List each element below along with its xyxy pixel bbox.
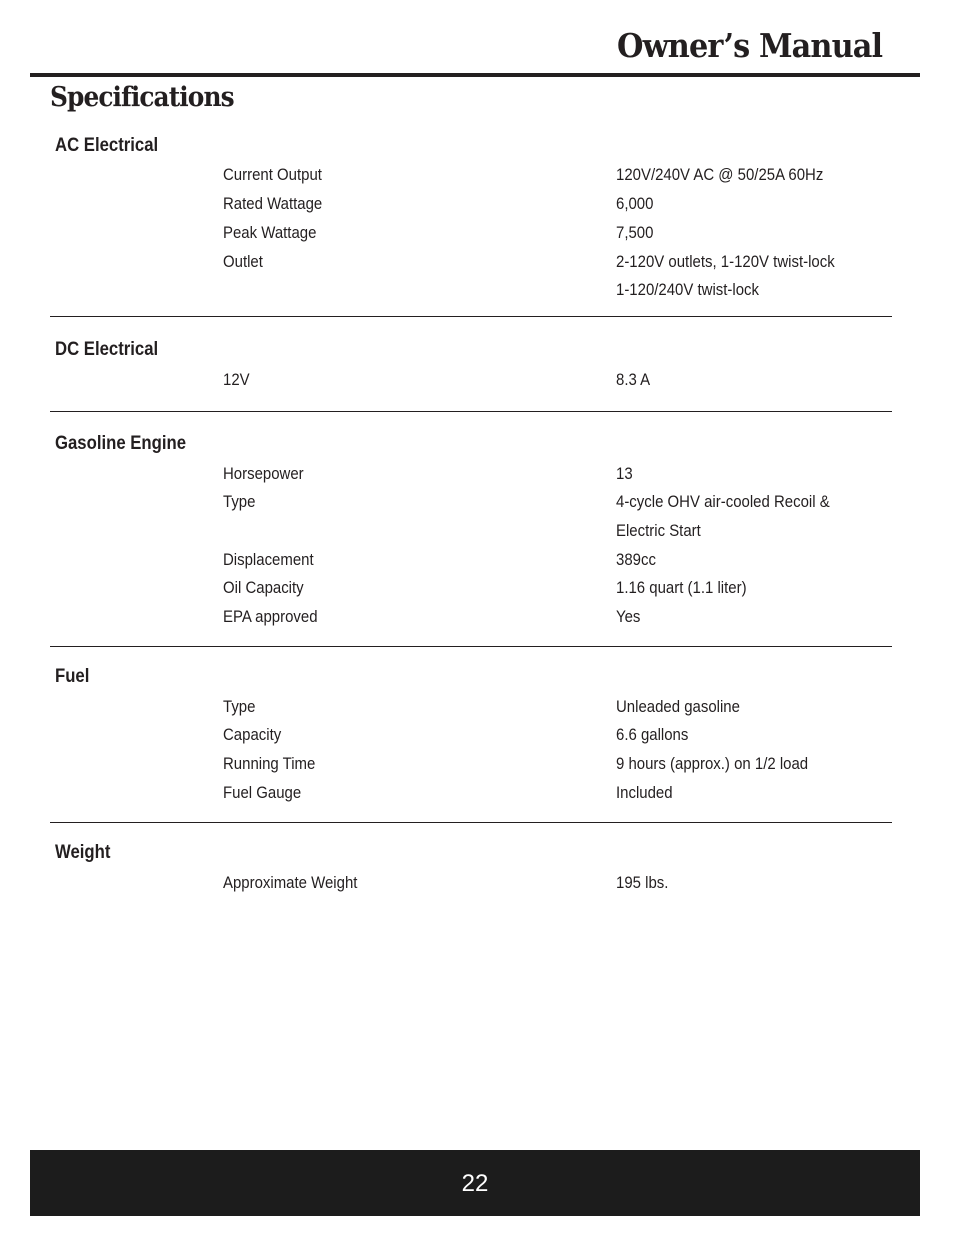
spec-row [50,754,892,778]
spec-label: Running Time [223,754,316,773]
spec-label: Capacity [223,725,282,744]
header-title: Owner’s Manual [616,26,882,65]
spec-value: 4-cycle OHV air-cooled Recoil & [616,492,830,511]
spec-label: Oil Capacity [223,578,304,597]
section-divider [50,822,892,823]
spec-label: Outlet [223,252,263,271]
spec-value: Yes [616,607,641,626]
spec-row [50,280,892,304]
page-number: 22 [461,1170,489,1197]
spec-row [50,492,892,516]
section-heading: Fuel [55,666,90,687]
spec-row [50,873,892,897]
spec-label: Horsepower [223,464,304,483]
spec-row [50,370,892,394]
spec-value: 1-120/240V twist-lock [616,280,760,299]
section-divider [50,646,892,647]
section-divider [50,316,892,317]
spec-label: 12V [223,370,250,389]
spec-value: 1.16 quart (1.1 liter) [616,578,747,597]
page-title: Specifications [50,82,234,113]
section-divider [50,411,892,412]
spec-row [50,783,892,807]
footer-bar [30,1150,920,1216]
spec-value: 195 lbs. [616,873,669,892]
spec-value: 8.3 A [616,370,651,389]
spec-row [50,165,892,189]
section-heading: AC Electrical [55,135,159,156]
spec-value: 7,500 [616,223,654,242]
spec-row [50,578,892,602]
header-rule [30,73,920,77]
spec-label: Type [223,697,256,716]
spec-row [50,550,892,574]
spec-label: Peak Wattage [223,223,317,242]
spec-value: 2-120V outlets, 1-120V twist-lock [616,252,835,271]
section-heading: DC Electrical [55,339,159,360]
spec-label: Type [223,492,256,511]
spec-value: Unleaded gasoline [616,697,740,716]
spec-row [50,252,892,276]
spec-label: EPA approved [223,607,318,626]
section-heading: Weight [55,842,111,863]
spec-value: 6,000 [616,194,654,213]
spec-label: Current Output [223,165,322,184]
spec-row [50,194,892,218]
spec-value: 389cc [616,550,656,569]
spec-row [50,697,892,721]
spec-row [50,725,892,749]
spec-value: 9 hours (approx.) on 1/2 load [616,754,809,773]
spec-value: 13 [616,464,633,483]
spec-value: Included [616,783,673,802]
spec-value: Electric Start [616,521,701,540]
spec-row [50,464,892,488]
spec-value: 120V/240V AC @ 50/25A 60Hz [616,165,824,184]
spec-row [50,607,892,631]
section-heading: Gasoline Engine [55,433,187,454]
spec-row [50,223,892,247]
spec-row [50,521,892,545]
spec-label: Approximate Weight [223,873,358,892]
spec-value: 6.6 gallons [616,725,689,744]
spec-label: Rated Wattage [223,194,323,213]
spec-label: Displacement [223,550,314,569]
spec-label: Fuel Gauge [223,783,302,802]
